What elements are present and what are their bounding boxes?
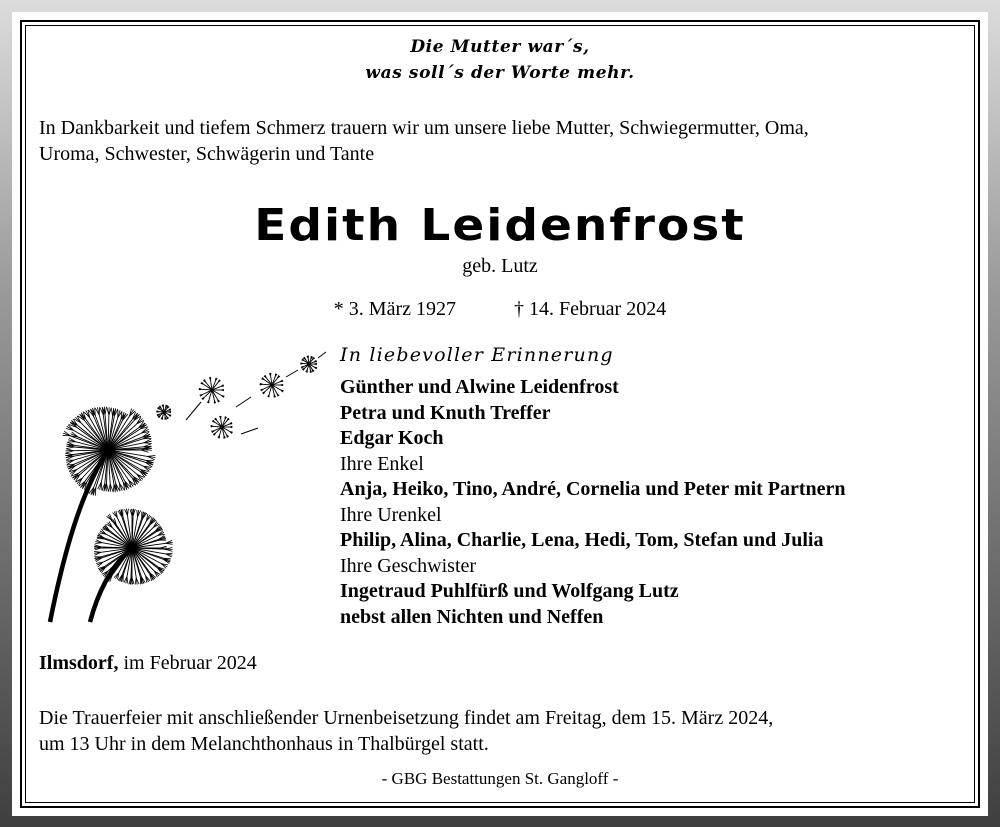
birth-name: geb. Lutz: [462, 255, 538, 277]
family-line: Ihre Enkel: [340, 452, 424, 475]
place-month: im Februar 2024: [118, 652, 257, 674]
motto-line-2: was soll´s der Worte mehr.: [365, 63, 635, 83]
family-line: Petra und Knuth Treffer: [340, 401, 551, 424]
service-info: [39, 705, 969, 757]
family-line: Philip, Alina, Charlie, Lena, Hedi, Tom, Stefan und Julia: [340, 529, 824, 551]
intro-text: [39, 115, 969, 167]
family-line: Ihre Urenkel: [340, 503, 442, 526]
birth-date: * 3. März 1927: [333, 298, 456, 320]
memory-heading: In liebevoller Erinnerung: [340, 344, 614, 366]
service-line-1: Die Trauerfeier mit anschließender Urnenbeisetzung findet am Freitag, dem 15. März 2024,: [39, 707, 774, 729]
dandelion-icon: [36, 342, 336, 632]
obituary-card: [12, 12, 988, 816]
deceased-name: Edith Leidenfrost: [254, 200, 746, 251]
death-date: † 14. Februar 2024: [514, 298, 667, 320]
family-line: nebst allen Nichten und Neffen: [340, 605, 604, 628]
intro-line-1: In Dankbarkeit und tiefem Schmerz trauern wir um unsere liebe Mutter, Schwiegermutter, Oma,: [39, 117, 809, 139]
service-line-2: um 13 Uhr in dem Melanchthonhaus in Thalbürgel statt.: [39, 733, 489, 755]
family-line: Anja, Heiko, Tino, André, Cornelia und Peter mit Partnern: [340, 478, 846, 500]
family-line: Ihre Geschwister: [340, 554, 477, 577]
family-list: [340, 375, 846, 630]
family-line: Edgar Koch: [340, 427, 444, 449]
motto-line-1: Die Mutter war´s,: [410, 37, 590, 57]
family-line: Ingetraud Puhlfürß und Wolfgang Lutz: [340, 580, 679, 602]
life-dates: [12, 298, 988, 321]
funeral-home: - GBG Bestattungen St. Gangloff -: [381, 769, 619, 788]
place-town: Ilmsdorf,: [39, 652, 119, 674]
place-date: [39, 652, 257, 675]
intro-line-2: Uroma, Schwester, Schwägerin und Tante: [39, 143, 375, 165]
family-line: Günther und Alwine Leidenfrost: [340, 376, 619, 398]
